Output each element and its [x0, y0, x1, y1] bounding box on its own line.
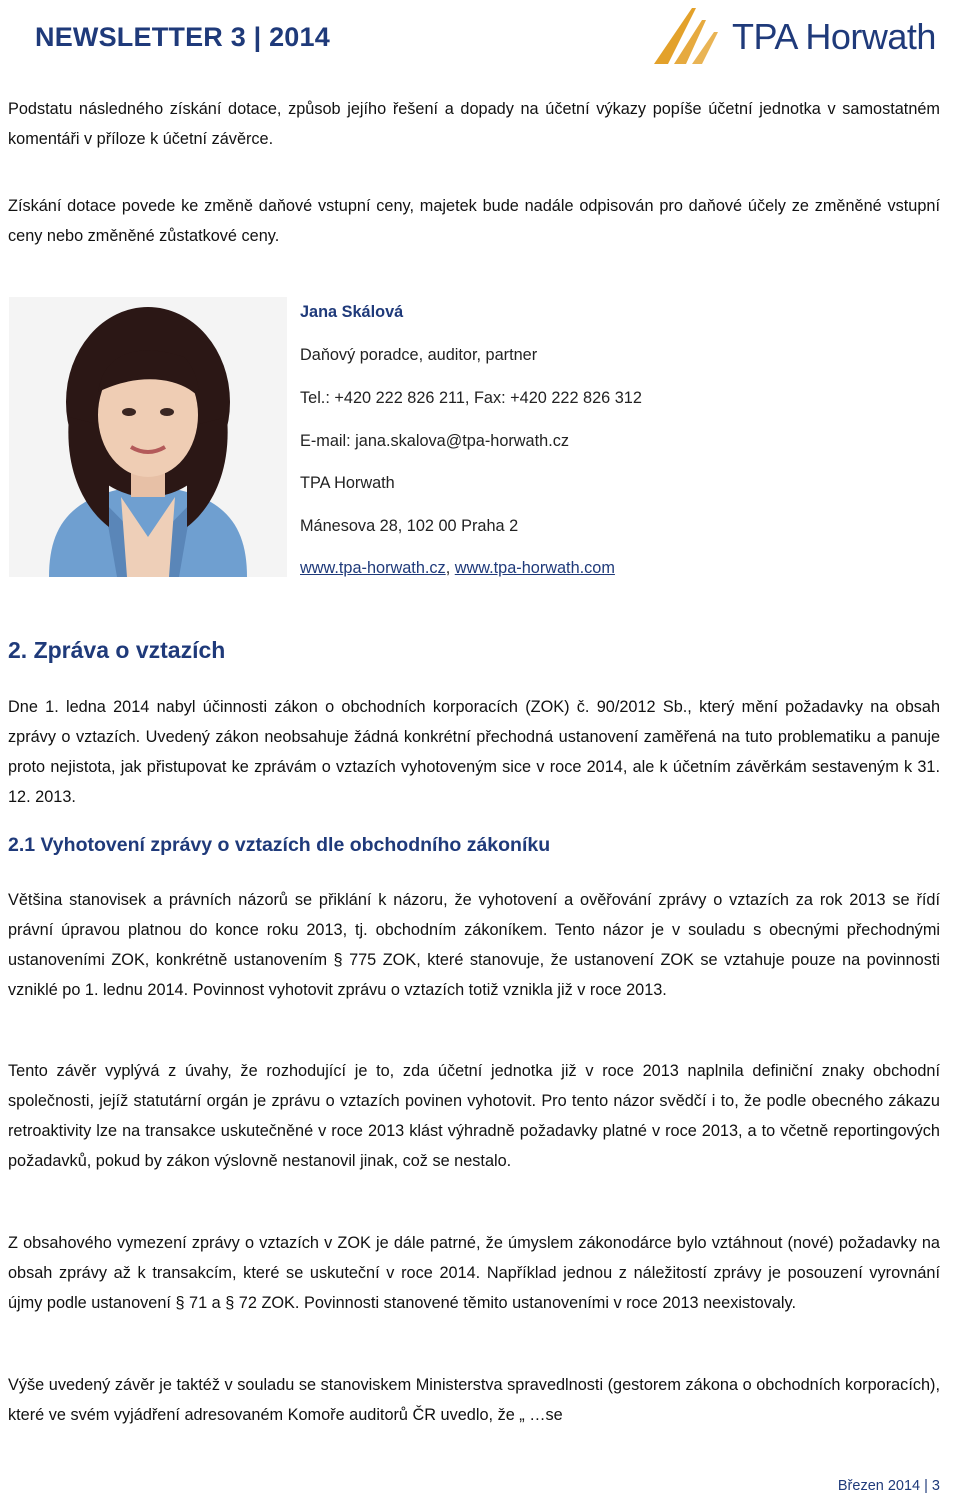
paragraph-content-definition: Z obsahového vymezení zprávy o vztazích v ZOK je dále patrné, že úmyslem zákonodárce bylo vztáhnout (nové) požadavky na obsah zprávy až k transakcím, které se uskuteční v roce 2014. Například jednou z náležitostí zprávy je posouzení vyrovnání újmy podle ustanovení § 71 a § 72 ZOK. Povinnosti stanovené těmito ustanoveními v roce 2013 neexistovaly.	[8, 1234, 940, 1312]
contact-position: Daňový poradce, auditor, partner	[300, 346, 538, 364]
logo-mark-icon	[652, 6, 728, 66]
section-heading: 2. Zpráva o vztazích	[8, 637, 226, 663]
contact-email: E-mail: jana.skalova@tpa-horwath.cz	[300, 432, 569, 450]
contact-links	[300, 559, 615, 578]
paragraph-subsidy-disclosure: Podstatu následného získání dotace, způsob jejího řešení a dopady na účetní výkazy popíše účetní jednotka v samostatném komentáři v příloze k účetní závěrce.	[8, 100, 940, 148]
contact-company: TPA Horwath	[300, 474, 395, 492]
logo-wordmark: TPA Horwath	[732, 16, 936, 57]
contact-phone-fax: Tel.: +420 222 826 211, Fax: +420 222 826 312	[300, 389, 642, 407]
link-separator: ,	[445, 559, 455, 577]
paragraph-subsidy-tax: Získání dotace povede ke změně daňové vstupní ceny, majetek bude nadále odpisován pro daňové účely ze změněné vstupní ceny nebo změněné zůstatkové ceny.	[8, 197, 940, 245]
tpa-horwath-logo	[652, 6, 952, 66]
contact-address: Mánesova 28, 102 00 Praha 2	[300, 517, 519, 535]
paragraph-zok-intro: Dne 1. ledna 2014 nabyl účinnosti zákon o obchodních korporacích (ZOK) č. 90/2012 Sb., který mění požadavky na obsah zprávy o vztazích. Uvedený zákon neobsahuje žádná konkrétní přechodná ustanovení zaměřená na tuto problematiku a panuje proto nejistota, jak přistupovat ke zprávám o vztazích vyhotoveným sice v roce 2014, ale k účetním závěrkám sestaveným k 31. 12. 2013.	[8, 698, 940, 806]
paragraph-conclusion: Tento závěr vyplývá z úvahy, že rozhodující je to, zda účetní jednotka již v roce 2013 naplnila definiční znaky obchodní společnosti, jejíž statutární orgán je zprávu o vztazích povinen vyhotovit. Pro tento názor svědčí i to, že podle obecného zákazu retroaktivity lze na transakce uskutečněné v roce 2013 klást výhradně požadavky platné v roce 2013, a to včetně reportingových požadavků, pokud by zákon výslovně nestanovil jinak, což se nestalo.	[8, 1062, 940, 1170]
contact-name: Jana Skálová	[300, 303, 404, 321]
link-tpa-horwath-com[interactable]: www.tpa-horwath.com	[454, 559, 615, 577]
link-tpa-horwath-cz[interactable]: www.tpa-horwath.cz	[300, 559, 446, 577]
paragraph-opinions: Většina stanovisek a právních názorů se přiklání k názoru, že vyhotovení a ověřování zprávy o vztazích za rok 2013 se řídí právní úpravou platnou do konce roku 2013, tj. obchodním zákoníkem. Tento názor je v souladu s obecnými přechodnými ustanoveními ZOK, konkrétně ustanovením § 775 ZOK, které stanovuje, že ustanovení ZOK se vztahuje pouze na povinnosti vzniklé po 1. lednu 2014. Povinnost vyhotovit zprávu o vztazích totiž vznikla již v roce 2013.	[8, 891, 940, 999]
subsection-heading: 2.1 Vyhotovení zprávy o vztazích dle obchodního zákoníku	[8, 834, 551, 856]
page-footer: Březen 2014 | 3	[837, 1478, 940, 1494]
paragraph-ministry: Výše uvedený závěr je taktéž v souladu se stanoviskem Ministerstva spravedlnosti (gestorem zákona o obchodních korporacích), které ve svém vyjádření adresovaném Komoře auditorů ČR uvedlo, že „ …se	[8, 1376, 940, 1424]
newsletter-title: NEWSLETTER 3 | 2014	[35, 22, 330, 52]
portrait-photo	[9, 297, 287, 577]
